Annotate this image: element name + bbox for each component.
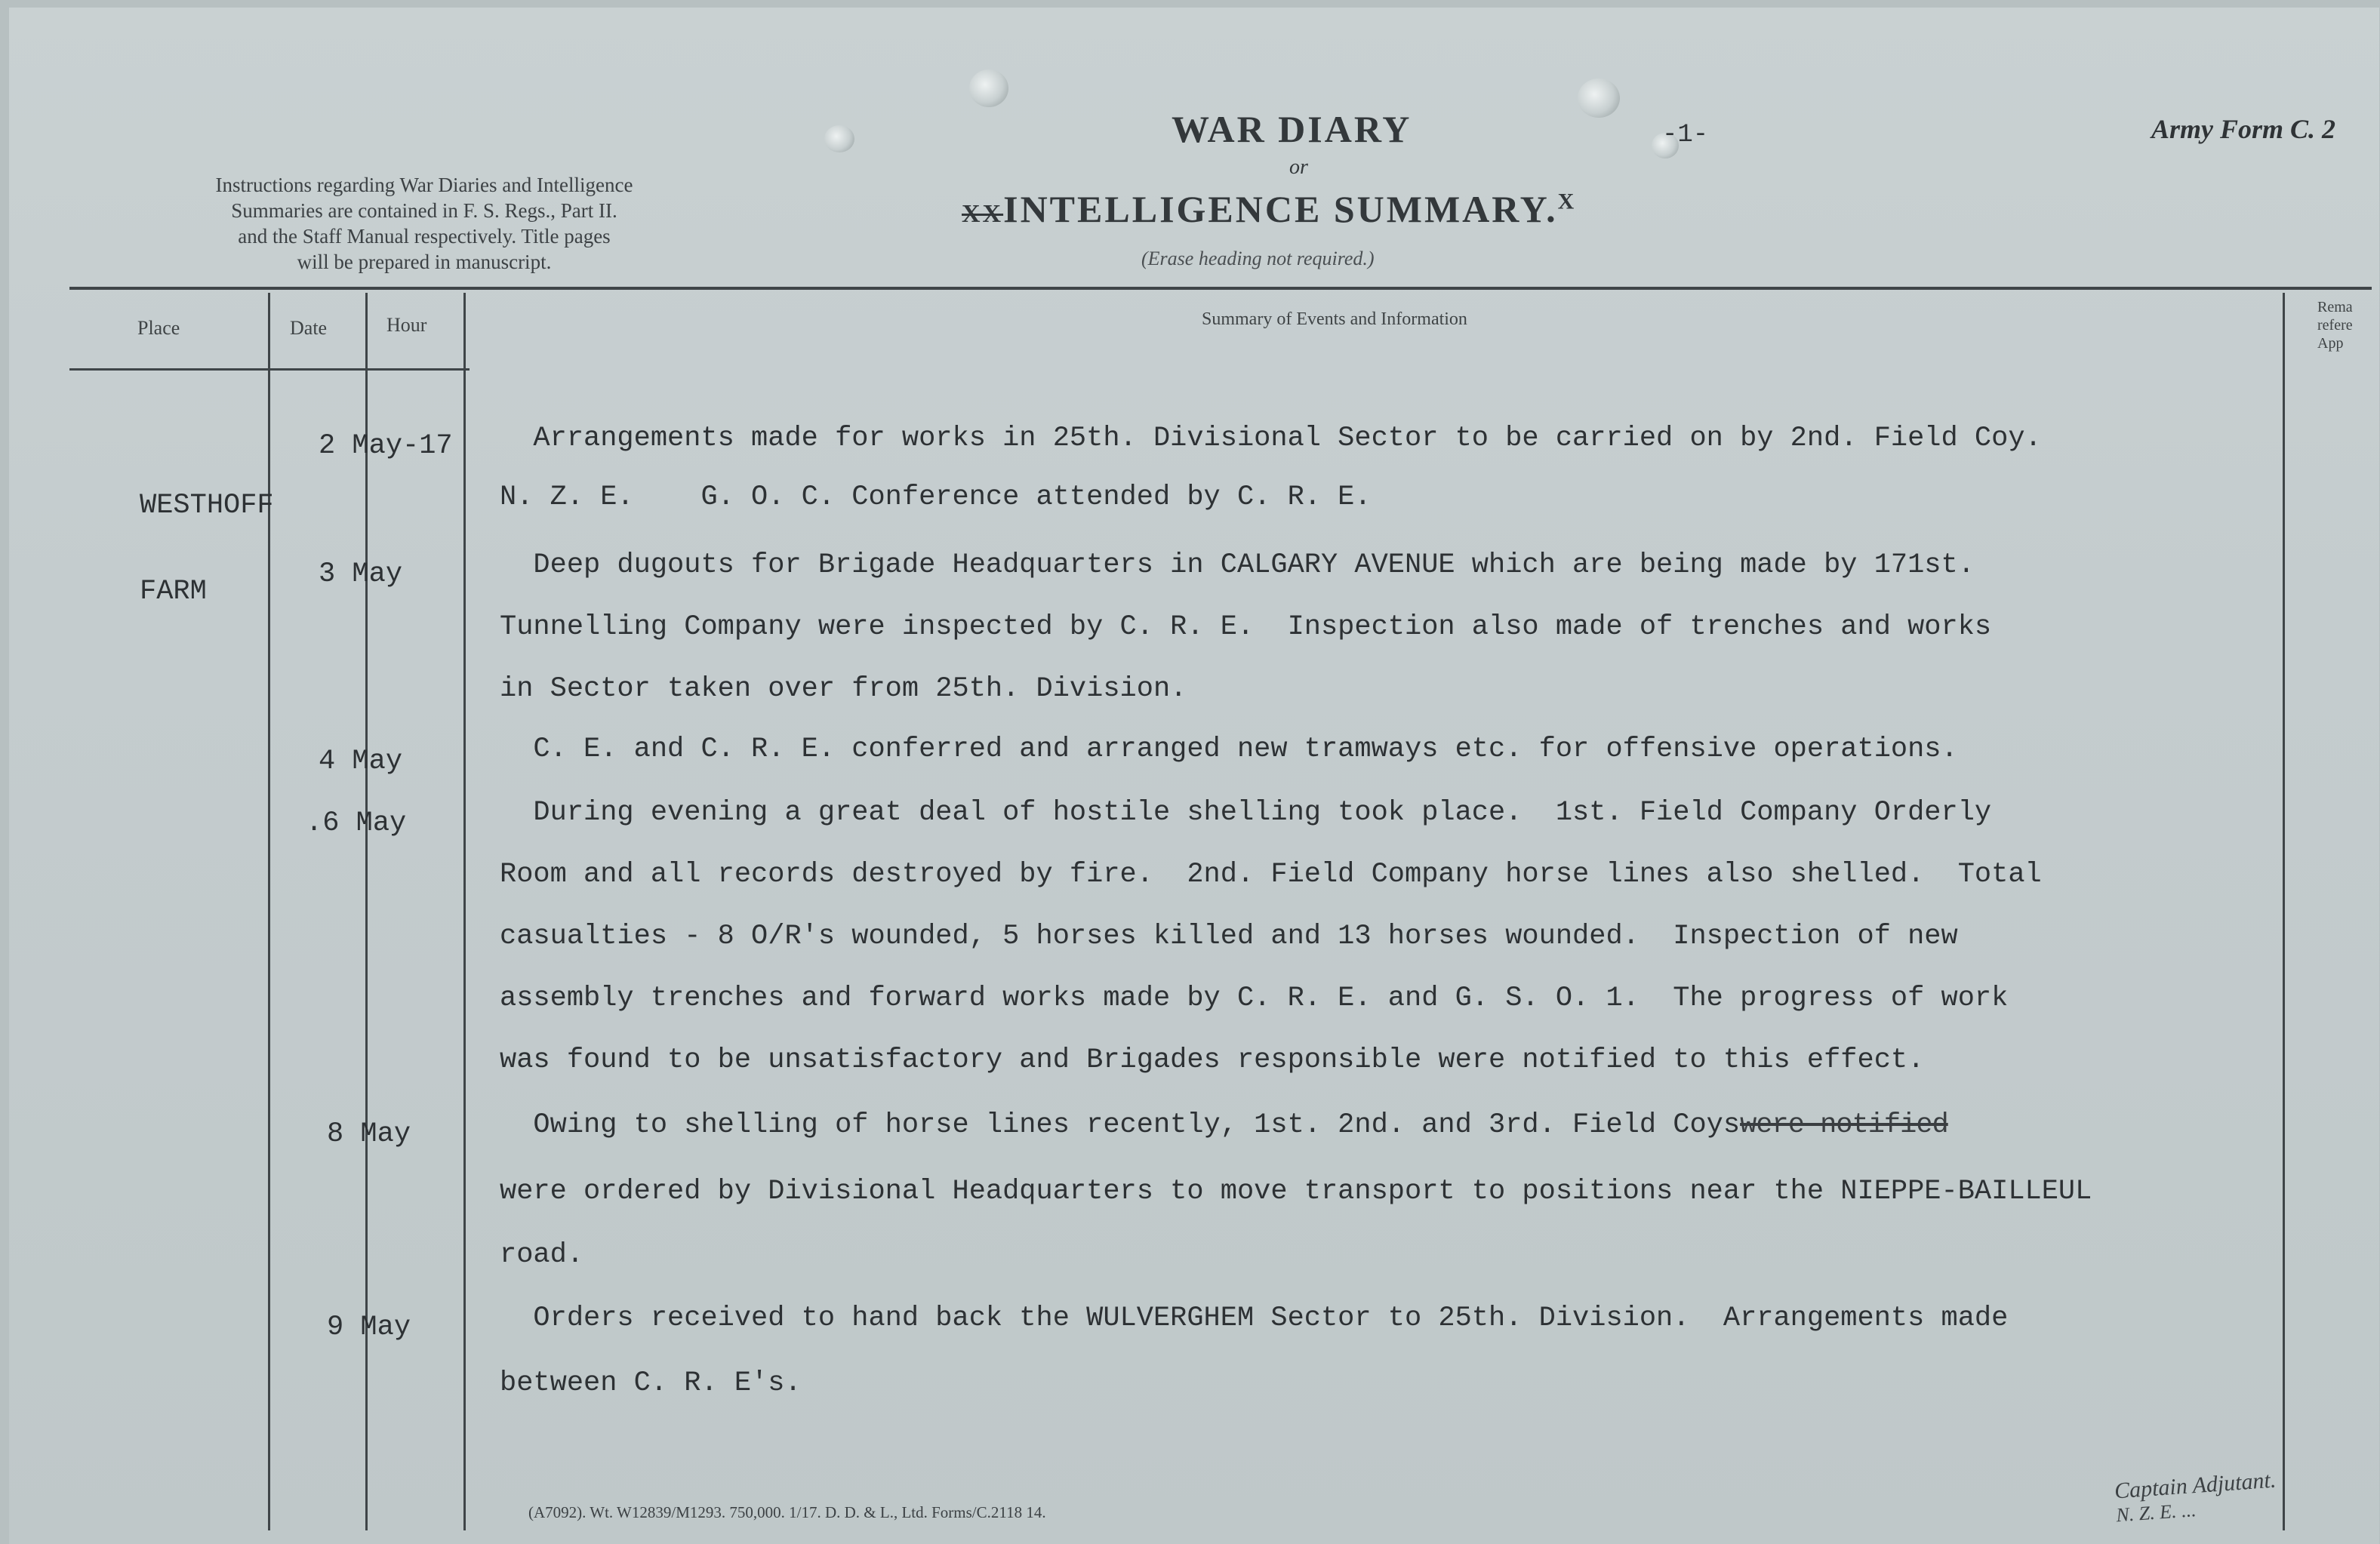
date-cell: 8 May bbox=[327, 1118, 411, 1150]
place-cell bbox=[140, 434, 274, 663]
punch-hole bbox=[824, 125, 854, 152]
summary-line: Tunnelling Company were inspected by C. R. E. Inspection also made of trenches and works bbox=[500, 611, 1992, 643]
summary-line: Orders received to hand back the WULVERGHEM Sector to 25th. Division. Arrangements made bbox=[500, 1303, 2009, 1334]
column-header-remarks bbox=[2317, 298, 2353, 352]
instructions-line: Summaries are contained in F. S. Regs., Part II. bbox=[231, 199, 617, 222]
page-number: -1- bbox=[1662, 121, 1709, 149]
summary-line: casualties - 8 O/R's wounded, 5 horses killed and 13 horses wounded. Inspection of new bbox=[500, 921, 1958, 952]
summary-line: C. E. and C. R. E. conferred and arranged new tramways etc. for offensive operations. bbox=[500, 734, 1958, 765]
column-header-date: Date bbox=[290, 317, 328, 339]
summary-line: in Sector taken over from 25th. Division. bbox=[500, 673, 1187, 705]
erase-heading-note: (Erase heading not required.) bbox=[1141, 248, 1375, 269]
summary-line: Deep dugouts for Brigade Headquarters in CALGARY AVENUE which are being made by 171st. bbox=[500, 549, 1975, 581]
instructions-line: Instructions regarding War Diaries and Intelligence bbox=[215, 174, 633, 196]
summary-line bbox=[500, 1109, 1948, 1141]
column-header-place: Place bbox=[137, 317, 180, 339]
summary-line: road. bbox=[500, 1239, 584, 1271]
column-header-summary: Summary of Events and Information bbox=[1202, 309, 1467, 329]
instructions-line: and the Staff Manual respectively. Title pages bbox=[238, 225, 611, 248]
form-print-footer: (A7092). Wt. W12839/M1293. 750,000. 1/17. D. D. & L., Ltd. Forms/C.2118 14. bbox=[528, 1503, 1046, 1521]
instructions-line: will be prepared in manuscript. bbox=[297, 251, 552, 273]
date-cell: .6 May bbox=[306, 807, 407, 839]
signature-line: Captain Adjutant. bbox=[2114, 1467, 2277, 1504]
header-top-rule bbox=[69, 287, 2372, 290]
date-cell: 3 May bbox=[319, 558, 403, 590]
place-line: FARM bbox=[140, 576, 207, 607]
title-or: or bbox=[1289, 155, 1308, 179]
title-intelligence-summary bbox=[962, 187, 1576, 231]
war-diary-sheet bbox=[9, 8, 2379, 1544]
summary-line: were ordered by Divisional Headquarters to move transport to positions near the NIEPPE-BAILLEUL bbox=[500, 1176, 2092, 1207]
summary-line: between C. R. E's. bbox=[500, 1367, 802, 1399]
punch-hole bbox=[969, 69, 1008, 107]
signature-block bbox=[2114, 1468, 2278, 1527]
remarks-column-divider bbox=[2283, 293, 2285, 1530]
title-erased-prefix: XX bbox=[962, 200, 1004, 228]
summary-line-text: Owing to shelling of horse lines recently, 1st. 2nd. and 3rd. Field Coys bbox=[500, 1109, 1741, 1141]
summary-line: N. Z. E. G. O. C. Conference attended by C. R. E. bbox=[500, 481, 1372, 513]
summary-line: was found to be unsatisfactory and Brigades responsible were notified to this effect. bbox=[500, 1044, 1925, 1076]
date-cell: 2 May-17 bbox=[319, 430, 453, 462]
signature-line: N. Z. E. ... bbox=[2115, 1499, 2197, 1527]
summary-line: assembly trenches and forward works made by C. R. E. and G. S. O. 1. The progress of work bbox=[500, 983, 2009, 1014]
remarks-header-line: App bbox=[2317, 335, 2344, 352]
title-war-diary: WAR DIARY bbox=[1172, 108, 1412, 150]
instructions-note bbox=[137, 172, 711, 275]
title-erased-suffix: X bbox=[1557, 189, 1577, 214]
date-cell: 9 May bbox=[327, 1312, 411, 1343]
place-line: WESTHOFF bbox=[140, 490, 274, 521]
summary-line: During evening a great deal of hostile shelling took place. 1st. Field Company Orderly bbox=[500, 797, 1992, 829]
remarks-header-line: Rema bbox=[2317, 299, 2353, 315]
army-form-label: Army Form C. 2 bbox=[2151, 114, 2336, 144]
summary-line: Room and all records destroyed by fire. 2nd. Field Company horse lines also shelled. Total bbox=[500, 859, 2042, 890]
remarks-header-line: refere bbox=[2317, 317, 2353, 334]
column-header-hour: Hour bbox=[386, 314, 427, 336]
date-cell: 4 May bbox=[319, 746, 403, 777]
title-intelligence-text: INTELLIGENCE SUMMARY. bbox=[1003, 188, 1558, 230]
summary-line: Arrangements made for works in 25th. Divisional Sector to be carried on by 2nd. Field Coy. bbox=[500, 423, 2042, 454]
date-column-divider bbox=[365, 293, 368, 1530]
punch-hole bbox=[1578, 78, 1620, 118]
struck-out-text: were notified bbox=[1740, 1109, 1948, 1141]
hour-column-divider bbox=[463, 293, 466, 1530]
